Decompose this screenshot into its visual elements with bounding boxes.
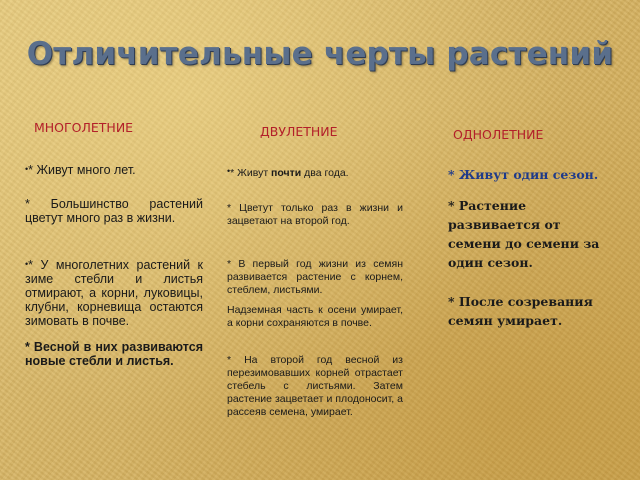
biennial-item-4: Надземная часть к осени умирает, а корни сохраняются в почве. <box>227 304 403 329</box>
header-biennial: ДВУЛЕТНИЕ <box>260 124 338 139</box>
header-perennial: МНОГОЛЕТНИЕ <box>34 120 134 135</box>
biennial-item-5: * На второй год весной из перезимовавших корней отрастает стебель с листьями. Затем растение зацветает и плодоносит, а рассеяв семена, умирает. <box>227 354 403 418</box>
perennial-column <box>25 160 203 368</box>
bullet-icon: • <box>227 166 231 176</box>
perennial-item-3: •* У многолетних растений к зиме стебли и листья отмирают, а корни, луковицы, клубни, корневища остаются зимовать в почве. <box>25 258 203 328</box>
biennial-item-3: * В первый год жизни из семян развивается растение с корнем, стеблем, листьями. <box>227 258 403 296</box>
biennial-column <box>227 165 403 419</box>
perennial-item-1: •* Живут много лет. <box>25 163 136 177</box>
biennial-item-2: * Цветут только раз в жизни и зацветают на второй год. <box>227 202 403 227</box>
header-annual: ОДНОЛЕТНИЕ <box>453 127 544 142</box>
annual-item-3: * После созревания семян умирает. <box>448 294 593 328</box>
annual-item-2: * Растение развивается от семени до семени за один сезон. <box>448 198 600 270</box>
bullet-icon: • <box>25 259 29 269</box>
annual-column <box>448 165 616 330</box>
slide-title: Отличительные черты растений <box>26 36 614 72</box>
biennial-item-1: •* Живут почти два года. <box>227 166 349 179</box>
annual-item-1: * Живут один сезон. <box>448 167 599 182</box>
perennial-item-4: * Весной в них развиваются новые стебли и листья. <box>25 340 203 368</box>
bullet-icon: • <box>25 164 29 174</box>
perennial-item-2: * Большинство растений цветут много раз в жизни. <box>25 197 203 225</box>
